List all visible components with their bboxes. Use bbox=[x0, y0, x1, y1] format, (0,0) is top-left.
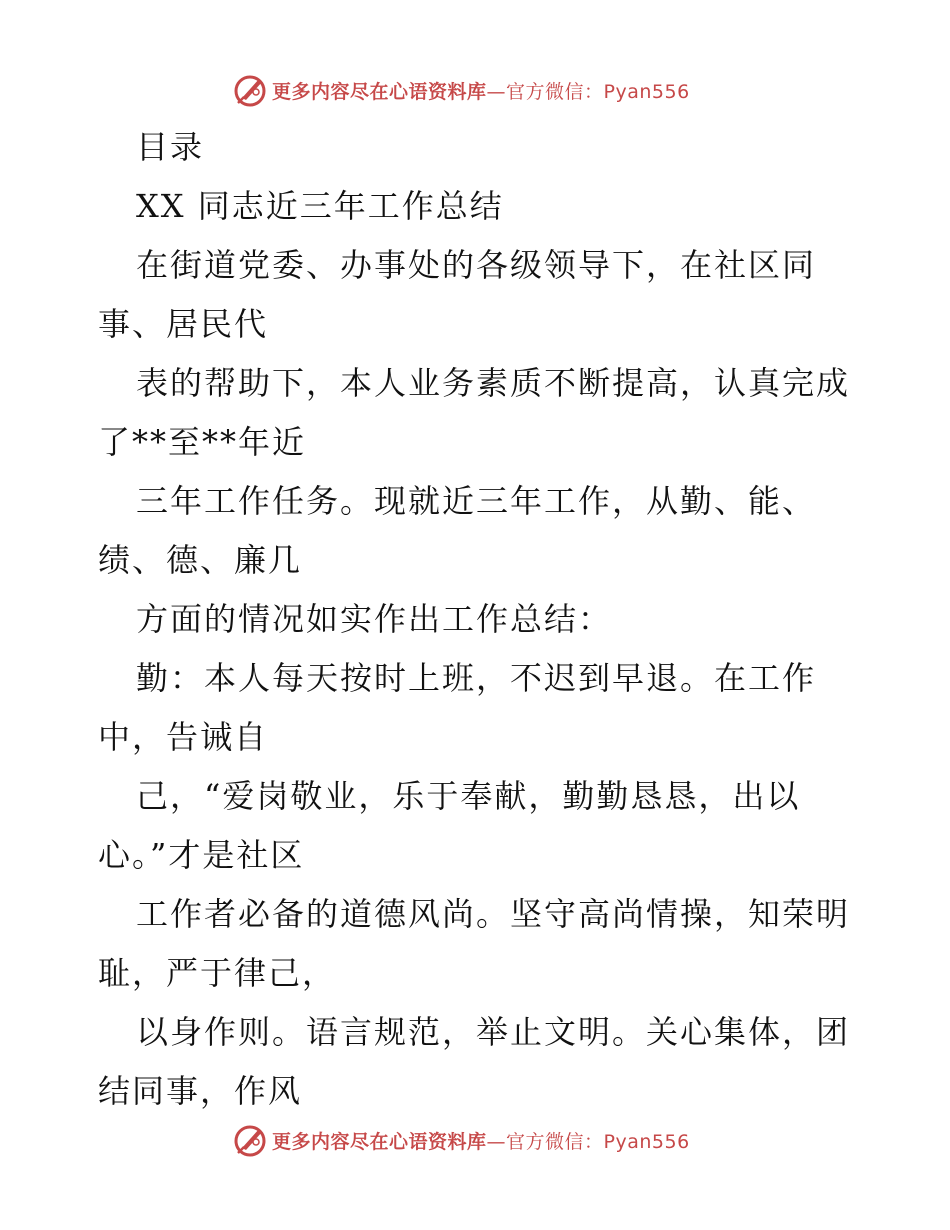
body-line: 心。”才是社区 bbox=[98, 836, 305, 874]
body-line: 耻，严于律己， bbox=[98, 954, 337, 992]
body-line: 表的帮助下，本人业务素质不断提高，认真完成 bbox=[136, 364, 851, 402]
watermark-dash: — bbox=[486, 80, 507, 103]
body-line: 勤：本人每天按时上班，不迟到早退。在工作 bbox=[136, 659, 817, 697]
body-line: 方面的情况如实作出工作总结： bbox=[136, 600, 613, 638]
quill-logo-icon bbox=[232, 72, 268, 108]
toc-heading: 目录 bbox=[136, 128, 205, 166]
body-line: 己，“爱岗敬业，乐于奉献，勤勤恳恳，出以 bbox=[136, 777, 801, 815]
body-line: 绩、德、廉几 bbox=[98, 541, 303, 579]
body-line: 工作者必备的道德风尚。坚守高尚情操，知荣明 bbox=[136, 895, 851, 933]
document-title: XX 同志近三年工作总结 bbox=[136, 187, 504, 225]
watermark-dash: — bbox=[486, 1130, 507, 1153]
body-line: 事、居民代 bbox=[98, 305, 269, 343]
body-line: 在街道党委、办事处的各级领导下，在社区同 bbox=[136, 246, 817, 284]
watermark-suffix: 官方微信：Pyan556 bbox=[506, 80, 690, 103]
body-line: 以身作则。语言规范，举止文明。关心集体，团 bbox=[136, 1013, 851, 1051]
quill-logo-icon bbox=[232, 1122, 268, 1158]
watermark-text bbox=[272, 77, 690, 104]
watermark-text bbox=[272, 1127, 690, 1154]
footer-watermark bbox=[232, 1122, 690, 1158]
body-line: 三年工作任务。现就近三年工作，从勤、能、 bbox=[136, 482, 817, 520]
watermark-suffix: 官方微信：Pyan556 bbox=[506, 1130, 690, 1153]
header-watermark bbox=[232, 72, 690, 108]
body-line: 中，告诫自 bbox=[98, 718, 269, 756]
watermark-brand: 更多内容尽在心语资料库 bbox=[272, 80, 487, 103]
body-line: 结同事，作风 bbox=[98, 1072, 303, 1110]
watermark-brand: 更多内容尽在心语资料库 bbox=[272, 1130, 487, 1153]
body-line: 了**至**年近 bbox=[98, 423, 307, 461]
